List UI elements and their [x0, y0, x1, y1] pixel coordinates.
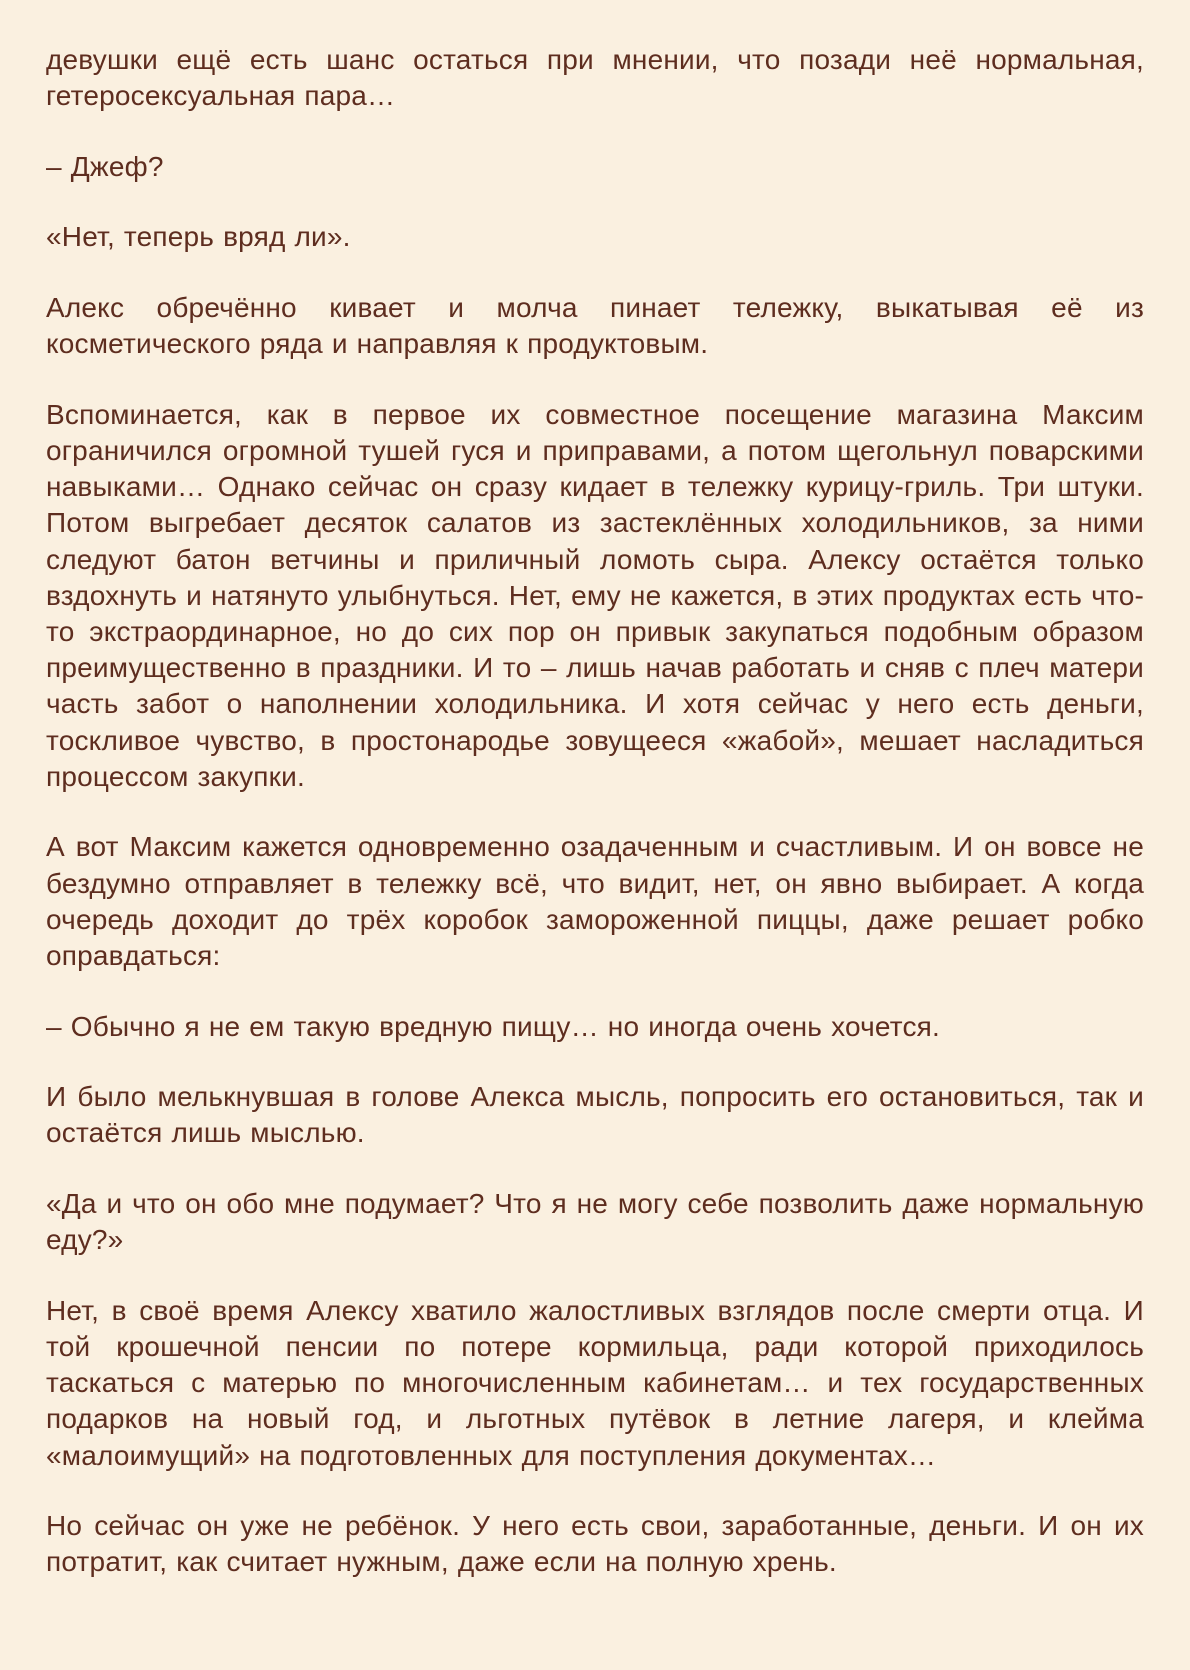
paragraph: «Да и что он обо мне подумает? Что я не могу себе позволить даже нормальную еду?»	[46, 1188, 1144, 1256]
paragraph: А вот Максим кажется одновременно озадаченным и счастливым. И он вовсе не бездумно отправляет в тележку всё, что видит, нет, он явно выбирает. А когда очередь доходит до трёх коробок замороженной пиццы, даже решает робко оправдаться:	[46, 831, 1144, 972]
paragraph: Но сейчас он уже не ребёнок. У него есть свои, заработанные, деньги. И он их потратит, как считает нужным, даже если на полную хрень.	[46, 1510, 1144, 1578]
paragraph: И было мелькнувшая в голове Алекса мысль, попросить его остановиться, так и остаётся лишь мыслью.	[46, 1081, 1144, 1149]
paragraph: – Обычно я не ем такую вредную пищу… но иногда очень хочется.	[46, 1010, 941, 1042]
paragraph: Нет, в своё время Алексу хватило жалостливых взглядов после смерти отца. И той крошечной пенсии по потере кормильца, ради которой приходилось таскаться с матерью по многочисленным кабинетам… и тех государственных подарков на новый год, и льготных путёвок в летние лагеря, и клейма «малоимущий» на подготовленных для поступления документах…	[46, 1294, 1144, 1471]
paragraph: – Джеф?	[46, 150, 164, 182]
paragraph: Алекс обречённо кивает и молча пинает тележку, выкатывая её из косметического ряда и направляя к продуктовым.	[46, 291, 1144, 360]
paragraph: девушки ещё есть шанс остаться при мнении, что позади неё нормальная, гетеросексуальная пара…	[46, 44, 1144, 112]
paragraph: «Нет, теперь вряд ли».	[46, 221, 351, 253]
paragraph: Вспоминается, как в первое их совместное посещение магазина Максим ограничился огромной тушей гуся и приправами, а потом щегольнул поварскими навыками… Однако сейчас он сразу кидает в тележку курицу-гриль. Три штуки. Потом выгребает десяток салатов из застеклённых холодильников, за ними следуют батон ветчины и приличный ломоть сыра. Алексу остаётся только вздохнуть и натянуто улыбнуться. Нет, ему не кажется, в этих продуктах есть что-то экстраординарное, но до сих пор он привык закупаться подобным образом преимущественно в праздники. И то – лишь начав работать и сняв с плеч матери часть забот о наполнении холодильника. И хотя сейчас у него есть деньги, тоскливое чувство, в простонародье зовущееся «жабой», мешает насладиться процессом закупки.	[46, 398, 1144, 792]
